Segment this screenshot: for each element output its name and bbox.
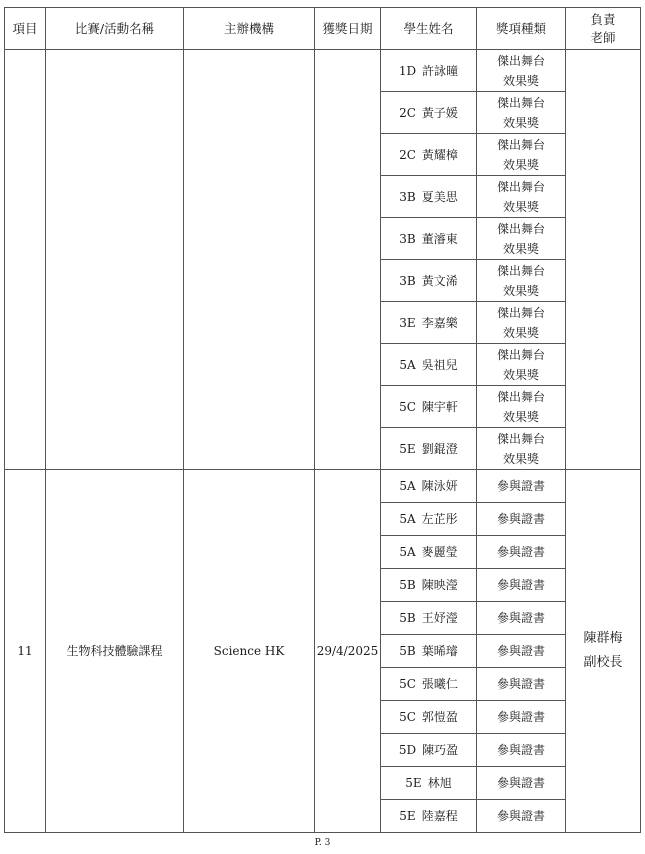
student-name [381, 176, 477, 218]
student-name-text: 陳宇軒 [421, 399, 458, 414]
student-class: 5A [399, 479, 416, 493]
award-type-line1: 傑出舞台 [496, 221, 545, 236]
student-name [381, 386, 477, 428]
student-name-text: 陳泳妍 [421, 479, 458, 493]
event-name [46, 50, 184, 470]
organizer [184, 50, 315, 470]
item-number [5, 50, 46, 470]
award-type-line1: 傑出舞台 [496, 347, 545, 362]
student-name [381, 428, 477, 470]
award-type [477, 134, 566, 176]
award-type-line1: 傑出舞台 [496, 389, 545, 404]
award-type-line2: 效果獎 [502, 367, 539, 382]
student-name [381, 536, 477, 569]
item-number: 11 [5, 470, 46, 833]
award-type: 參與證書 [477, 470, 566, 503]
award-type-line2: 效果獎 [502, 241, 539, 256]
student-name-text: 許詠曈 [422, 63, 459, 78]
student-name [381, 701, 477, 734]
page-number: P. 3 [314, 838, 331, 848]
student-class: 5B [399, 611, 416, 625]
header-teacher [566, 8, 641, 50]
award-type: 參與證書 [477, 734, 566, 767]
award-type [477, 344, 566, 386]
student-class: 2C [399, 105, 416, 120]
student-name-text: 張曦仁 [421, 677, 458, 691]
student-name [381, 668, 477, 701]
student-name-text: 郭愷盈 [421, 710, 458, 724]
student-name [381, 734, 477, 767]
student-name-text: 陳映瀅 [421, 578, 458, 592]
award-type-line1: 傑出舞台 [496, 179, 545, 194]
header-teacher-line1: 負責 [590, 11, 616, 27]
student-name [381, 134, 477, 176]
student-class: 3B [399, 189, 416, 204]
award-type-line2: 效果獎 [502, 73, 539, 88]
award-type [477, 50, 566, 92]
student-name [381, 260, 477, 302]
student-class: 5B [399, 578, 416, 592]
award-type [477, 302, 566, 344]
responsible-teacher [566, 470, 641, 833]
organizer: Science HK [184, 470, 315, 833]
award-type: 參與證書 [477, 767, 566, 800]
student-name [381, 50, 477, 92]
award-type-line2: 效果獎 [502, 409, 539, 424]
student-name [381, 602, 477, 635]
award-type-line2: 效果獎 [502, 115, 539, 130]
table-row [5, 470, 641, 503]
student-name [381, 470, 477, 503]
award-type [477, 428, 566, 470]
header-award-type: 獎項種類 [477, 8, 566, 50]
award-type [477, 176, 566, 218]
table-row [5, 50, 641, 92]
event-name: 生物科技體驗課程 [46, 470, 184, 833]
student-class: 5C [399, 399, 416, 414]
award-type [477, 92, 566, 134]
student-name-text: 黃文浠 [421, 273, 458, 288]
student-name-text: 董濬東 [421, 231, 458, 246]
student-name [381, 569, 477, 602]
award-type: 參與證書 [477, 635, 566, 668]
header-organizer: 主辦機構 [184, 8, 315, 50]
award-type: 參與證書 [477, 602, 566, 635]
award-type-line2: 效果獎 [502, 199, 539, 214]
award-type-line1: 傑出舞台 [496, 53, 545, 68]
award-date: 29/4/2025 [315, 470, 381, 833]
student-name-text: 王妤瀅 [421, 611, 458, 625]
award-type-line1: 傑出舞台 [496, 137, 545, 152]
award-date [315, 50, 381, 470]
student-name-text: 黃子媛 [421, 105, 458, 120]
student-class: 5E [399, 809, 416, 823]
student-name-text: 李嘉樂 [421, 315, 458, 330]
responsible-teacher [566, 50, 641, 470]
student-name-text: 吳祖兒 [421, 357, 458, 372]
header-student-name: 學生姓名 [381, 8, 477, 50]
award-type: 參與證書 [477, 503, 566, 536]
header-row [5, 8, 641, 50]
award-type-line2: 效果獎 [502, 451, 539, 466]
award-type: 參與證書 [477, 668, 566, 701]
student-class: 3B [399, 231, 416, 246]
student-class: 3B [399, 273, 416, 288]
student-class: 5E [399, 441, 416, 456]
student-class: 5C [399, 677, 416, 691]
award-type: 參與證書 [477, 800, 566, 833]
award-type-line1: 傑出舞台 [496, 305, 545, 320]
student-name [381, 218, 477, 260]
student-name [381, 767, 477, 800]
student-class: 5C [399, 710, 416, 724]
student-name-text: 陳巧盈 [422, 743, 459, 757]
award-type [477, 260, 566, 302]
award-type-line1: 傑出舞台 [496, 263, 545, 278]
student-name-text: 麥麗瑩 [421, 545, 458, 559]
student-name-text: 葉晞璿 [421, 644, 458, 658]
award-type [477, 218, 566, 260]
student-class: 5A [399, 545, 416, 559]
student-name-text: 陸嘉程 [421, 809, 458, 823]
award-type-line2: 效果獎 [502, 325, 539, 340]
student-name-text: 左芷彤 [421, 512, 458, 526]
award-type [477, 386, 566, 428]
student-class: 5A [399, 357, 416, 372]
student-name [381, 92, 477, 134]
award-type-line2: 效果獎 [502, 157, 539, 172]
header-event-name: 比賽/活動名稱 [46, 8, 184, 50]
header-award-date: 獲獎日期 [315, 8, 381, 50]
student-class: 3E [399, 315, 416, 330]
award-type: 參與證書 [477, 569, 566, 602]
award-type: 參與證書 [477, 701, 566, 734]
header-teacher-line2: 老師 [590, 29, 616, 45]
student-name-text: 黃耀樟 [421, 147, 458, 162]
award-type-line1: 傑出舞台 [496, 95, 545, 110]
student-name [381, 344, 477, 386]
student-name [381, 635, 477, 668]
student-class: 5E [405, 776, 422, 790]
award-type-line2: 效果獎 [502, 283, 539, 298]
student-class: 5A [399, 512, 416, 526]
student-name-text: 林旭 [427, 776, 452, 790]
award-type-line1: 傑出舞台 [496, 431, 545, 446]
student-name [381, 503, 477, 536]
student-name [381, 302, 477, 344]
student-class: 2C [399, 147, 416, 162]
student-class: 1D [398, 63, 417, 78]
teacher-name: 陳群梅 [583, 631, 623, 646]
student-name [381, 800, 477, 833]
awards-table [4, 7, 641, 833]
student-class: 5D [398, 743, 417, 757]
teacher-title: 副校長 [583, 655, 623, 670]
header-item: 項目 [5, 8, 46, 50]
student-name-text: 夏美思 [421, 189, 458, 204]
student-name-text: 劉錕澄 [421, 441, 458, 456]
student-class: 5B [399, 644, 416, 658]
award-type: 參與證書 [477, 536, 566, 569]
